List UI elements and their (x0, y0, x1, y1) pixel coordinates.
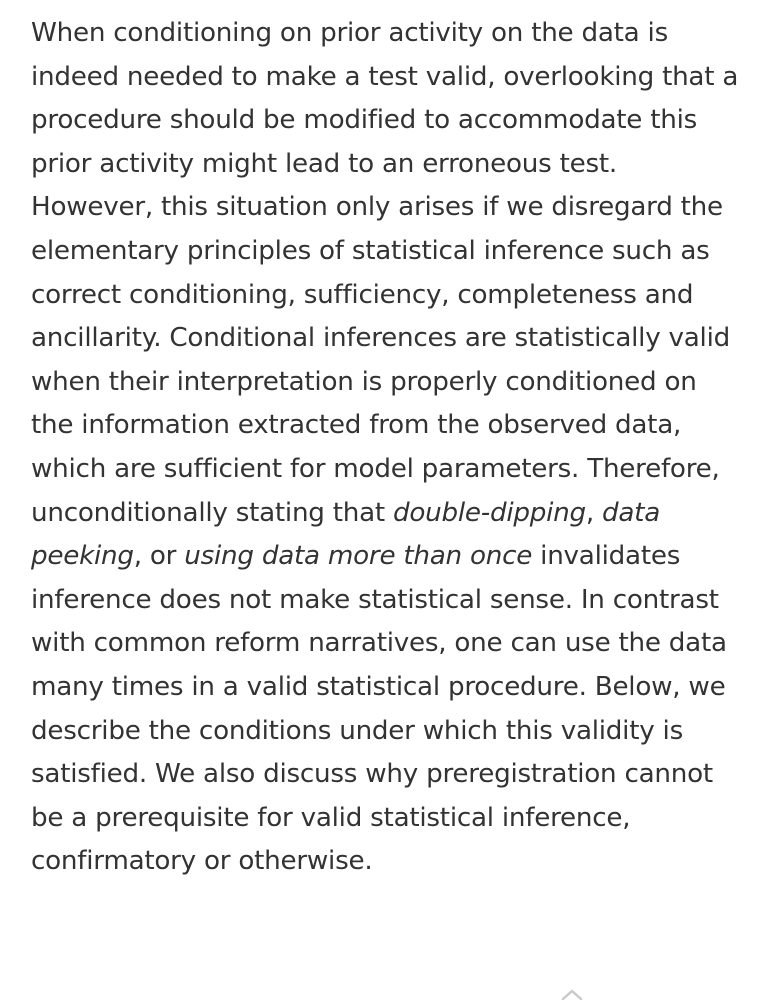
emphasized-term-double-dipping: double-dipping (393, 497, 586, 528)
emphasized-term-data-peeking: data peeking (31, 497, 660, 572)
article-paragraph (31, 12, 746, 884)
paragraph-text-segment: , (585, 497, 602, 528)
paragraph-text-segment: When conditioning on prior activity on the data is indeed needed to make a test valid, overlooking that a procedure should be modified to accommodate this prior activity might lead to an erroneous test. However, this situation only arises if we disregard the elementary principles of statistical inference such as correct conditioning, sufficiency, completeness and ancillarity. Conditional inferences are statistically valid when their interpretation is properly conditioned on the information extracted from the observed data, which are sufficient for model parameters. Therefore, unconditionally stating that (31, 18, 739, 528)
chevron-up-icon[interactable] (560, 988, 584, 1000)
emphasized-term-using-data-more-than-once: using data more than once (184, 541, 533, 572)
paragraph-text-segment: , or (133, 541, 185, 572)
paragraph-text-segment: invalidates inference does not make statistical sense. In contrast with common reform narratives, one can use the data many times in a valid statistical procedure. Below, we describe the conditions under which this validity is satisfied. We also discuss why preregistration cannot be a prerequisite for valid statistical inference, confirmatory or otherwise. (31, 541, 727, 877)
